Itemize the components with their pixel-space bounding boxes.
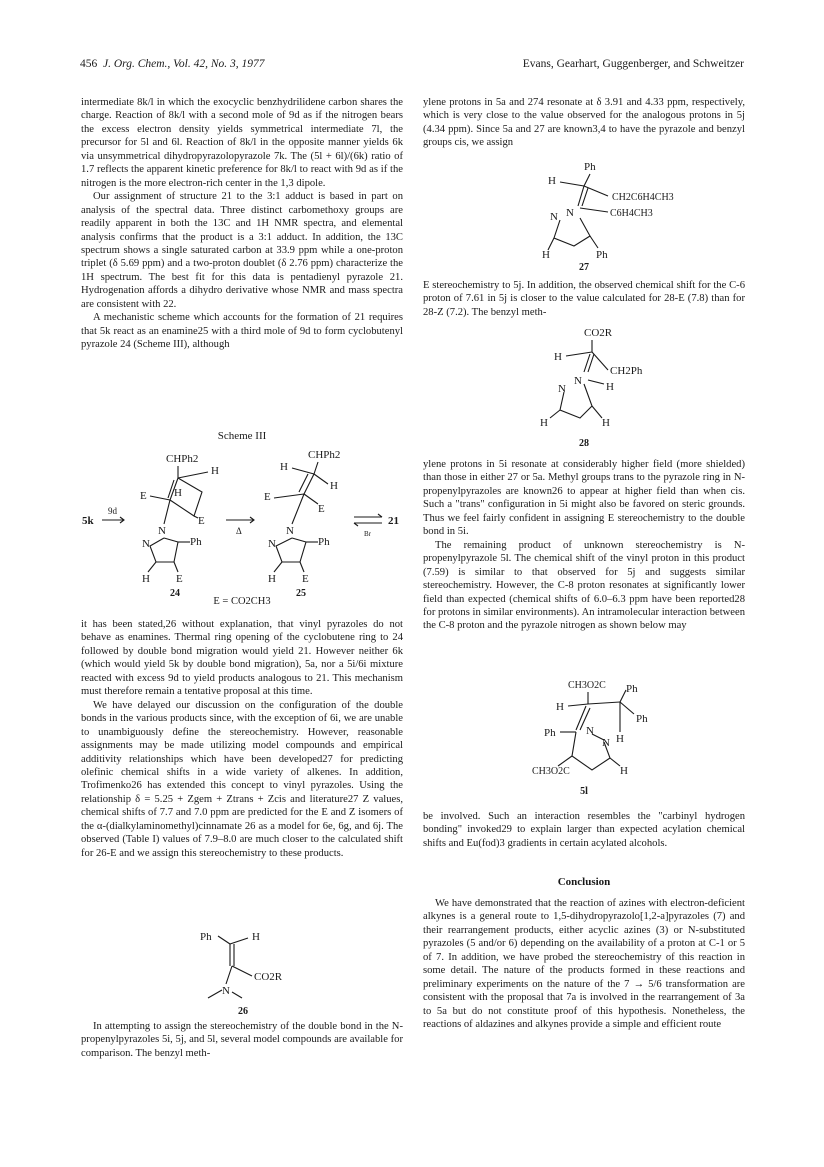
svg-text:N: N (222, 985, 230, 997)
svg-text:N: N (142, 538, 150, 550)
svg-text:H: H (620, 765, 628, 777)
svg-text:Ph: Ph (318, 536, 330, 548)
svg-text:Ph: Ph (626, 683, 638, 695)
svg-text:CH2Ph: CH2Ph (610, 365, 643, 377)
svg-text:CH3O2C: CH3O2C (532, 766, 570, 777)
svg-text:N: N (602, 737, 610, 749)
paragraph: ylene protons in 5i resonate at considerably higher field (more shielded) than those in either 27 or 5a. Methyl groups trans to the pyrazole ring in N-propenylpyrazoles are known26 to appear at higher field than when cis. Such a "trans" configuration in 5i might also be favored on steric grounds. Thus we feel fairly confident in assigning E stereochemistry to the double bond in 5i. (423, 459, 745, 538)
svg-text:C6H4CH3: C6H4CH3 (610, 208, 653, 219)
svg-text:H: H (556, 701, 564, 713)
compound-5k: 5k (82, 515, 94, 527)
svg-text:N: N (268, 538, 276, 550)
compound-28: 28 (579, 438, 589, 449)
svg-text:Ph: Ph (200, 931, 212, 943)
svg-text:H: H (548, 175, 556, 187)
structure-28 (530, 322, 670, 432)
svg-text:H: H (616, 733, 624, 745)
svg-text:N: N (158, 525, 166, 537)
paragraph: be involved. Such an interaction resembles the "carbinyl hydrogen bonding" invoked29 to explain larger than expected acylation chemical shifts and Eu(fod)3 gradients in certain acylated alcohols. (423, 811, 745, 849)
svg-text:Ph: Ph (190, 536, 202, 548)
scheme-legend: E = CO2CH3 (213, 596, 271, 607)
paragraph: We have demonstrated that the reaction of azines with electron-deficient alkynes is a general route to 1,5-dihydropyrazolo[1,2-a]pyrazoles (7) and their rearrangement products, either acyclic azines (3) or N-substituted pyrazoles (5 and/or 6) depending on the availability of a proton at C-1 or 5 of 7. In addition, we have probed the stereochemistry of this reaction in some detail. The nature of the products formed in these reactions and preliminary experiments on the nature of the 7 → 5/6 transformation are consistent with the proposal that 7a is involved in the rearrangement of 3a to 5a but do not constitute proof of this hypothesis. Nonetheless, the reactions of aldazines and alkynes provide a simple and efficient route (423, 898, 745, 1031)
compound-5l: 5l (580, 786, 588, 797)
page-header (80, 58, 744, 78)
svg-text:E: E (318, 503, 325, 515)
svg-text:H: H (142, 573, 150, 585)
svg-text:CH2C6H4CH3: CH2C6H4CH3 (612, 192, 674, 203)
svg-text:E: E (264, 491, 271, 503)
svg-text:H: H (602, 417, 610, 429)
svg-text:N: N (550, 211, 558, 223)
svg-text:CH3O2C: CH3O2C (568, 680, 606, 691)
running-authors: Evans, Gearhart, Guggenberger, and Schweitzer (522, 58, 744, 70)
svg-text:H: H (540, 417, 548, 429)
left-column-middle (81, 618, 403, 860)
scheme-title: Scheme III (217, 430, 267, 442)
compound-21: 21 (388, 515, 399, 527)
svg-text:9d: 9d (108, 506, 117, 516)
compound-25: 25 (296, 588, 306, 599)
compound-26: 26 (238, 1006, 248, 1017)
svg-text:N: N (574, 375, 582, 387)
paragraph: Our assignment of structure 21 to the 3:1 adduct is based in part on analysis of the spectral data. Three distinct carbomethoxy groups are readily apparent in both the 13C and 1H NMR spectra, and elemental analysis confirms that the product is a 3:1 adduct. In addition, the 13C spectrum shows a single saturated carbon at 33.9 ppm while a one-proton triplet (δ 5.69 ppm) and a two-proton doublet (δ 2.76 ppm) characterize the 1H spectrum. The best fit for this data is pentadienyl pyrazole 21. Hydrogenation affords a dihydro derivative whose NMR and mass spectra are consistent with 22. (81, 191, 403, 310)
paragraph: The remaining product of unknown stereochemistry is N-propenylpyrazole 5l. The chemical shift of the vinyl proton in this product (7.59) is similar to that observed for 5j and suggests similar stereochemistry. However, the C-8 proton resonates at significantly lower field than expected (chemical shifts of 6.0–6.3 ppm have been reported28 for protons in similar environments). An intramolecular interaction between the C-8 proton and the pyrazole nitrogen as shown below may (423, 539, 745, 632)
chpho-label: CHPh2 (166, 453, 199, 465)
svg-text:H: H (606, 381, 614, 393)
svg-text:H: H (330, 480, 338, 492)
right-column-p2 (423, 279, 745, 319)
paragraph: it has been stated,26 without explanation, that vinyl pyrazoles do not behave as enamines. Thermal ring opening of the cyclobutene ring to 24 followed by double bond migration would yield 21. However neither 6k (which would yield 5k by double bond migration), 5a, nor a 5i/6i mixture reacted with excess 9d to yield products analogous to 21. This mechanism must therefore remain a tentative proposal at this time. (81, 619, 403, 698)
svg-text:H: H (211, 465, 219, 477)
svg-text:H: H (174, 487, 182, 499)
svg-text:Br: Br (364, 530, 371, 538)
structure-26 (196, 928, 306, 1018)
paragraph: We have delayed our discussion on the configuration of the double bonds in the various products since, with the exception of 6i, we are unable to unambiguously define the stereochemistry. However, reasonable assignments may be made utilizing model compounds and empirical additivity relationships which have been developed27 for predicting olefinic chemical shifts in a wide variety of alkenes. In addition, Trofimenko26 has extended this concept to vinyl pyrazoles. Using the relationship δ = 5.25 + Zgem + Ztrans + Zcis and literature27 Z values, chemical shifts of 7.7 and 7.0 ppm are predicted for the E and Z isomers of the α-(dialkylaminomethyl)cinnamate 26 as a model for 6e, 6g, and 6j. The observed (Table I) values of 7.9–8.0 are much closer to the calculated shift for 26-E and we assign this stereochemistry to these products. (81, 699, 403, 859)
svg-text:CO2R: CO2R (584, 327, 613, 339)
svg-text:N: N (566, 207, 574, 219)
svg-text:E: E (176, 573, 183, 585)
paragraph: E stereochemistry to 5j. In addition, the observed chemical shift for the C-6 proton of 7.61 in 5j is closer to the value calculated for 28-E (7.8) than for 28-Z (7.2). The benzyl meth- (423, 280, 745, 318)
paragraph: ylene protons in 5a and 274 resonate at δ 3.91 and 4.33 ppm, respectively, which is very close to the value observed for the analogous protons in 5j (4.34 ppm). Since 5a and 27 are known3,4 to have the pyrazole and benzyl groups cis, we assign (423, 97, 745, 149)
svg-text:H: H (554, 351, 562, 363)
svg-text:N: N (558, 383, 566, 395)
svg-text:Δ: Δ (236, 526, 242, 536)
svg-text:Ph: Ph (544, 727, 556, 739)
svg-text:E: E (198, 515, 205, 527)
svg-text:N: N (286, 525, 294, 537)
conclusion-heading: Conclusion (557, 876, 611, 888)
svg-text:N: N (586, 725, 594, 737)
right-column-bottom (423, 897, 745, 1032)
scheme-iii-figure (78, 444, 408, 612)
page-number-journal: 456 J. Org. Chem., Vol. 42, No. 3, 1977 (80, 58, 265, 70)
paragraph: A mechanistic scheme which accounts for the formation of 21 requires that 5k react as an enamine25 with a third mole of 9d to form cyclobutenyl pyrazole 24 (Scheme III), although (81, 312, 403, 351)
structure-5l (528, 674, 688, 792)
paragraph: In attempting to assign the stereochemistry of the double bond in the N-propenylpyrazoles 5i, 5j, and 5l, several model compounds are available for comparison. The benzyl meth- (81, 1021, 403, 1059)
structure-27 (530, 158, 700, 268)
svg-text:H: H (252, 931, 260, 943)
right-column-top (423, 96, 745, 150)
compound-27: 27 (579, 262, 589, 273)
paragraph: intermediate 8k/l in which the exocyclic benzhydrilidene carbon shares the charge. Reaction of 8k/l with a second mole of 9d as if the nitrogen bears the excess electron density yields symmetrical intermediate 7l, the precursor for 5l and 6l. Reaction of 8k/l in the opposite manner yields 6k via unsymmetrical dihydropyrazolopyrazole 7k. The (5l + 6l)/(6k) ratio of 1.7 reflects the apparent kinetic preference for 8k/l to react with 9d as if the nitrogen is the more electron-rich center in the 1,3 dipole. (81, 97, 403, 189)
right-column-p5 (423, 810, 745, 850)
right-column-middle (423, 458, 745, 633)
svg-text:Ph: Ph (584, 161, 596, 173)
compound-24: 24 (170, 588, 180, 599)
svg-text:H: H (280, 461, 288, 473)
svg-text:E: E (302, 573, 309, 585)
svg-text:E: E (140, 490, 147, 502)
svg-text:H: H (268, 573, 276, 585)
svg-text:H: H (542, 249, 550, 261)
svg-text:Ph: Ph (596, 249, 608, 261)
left-column-bottom (81, 1020, 403, 1060)
left-column-top (81, 96, 403, 352)
svg-text:Ph: Ph (636, 713, 648, 725)
svg-text:CHPh2: CHPh2 (308, 449, 341, 461)
svg-text:CO2R: CO2R (254, 971, 283, 983)
